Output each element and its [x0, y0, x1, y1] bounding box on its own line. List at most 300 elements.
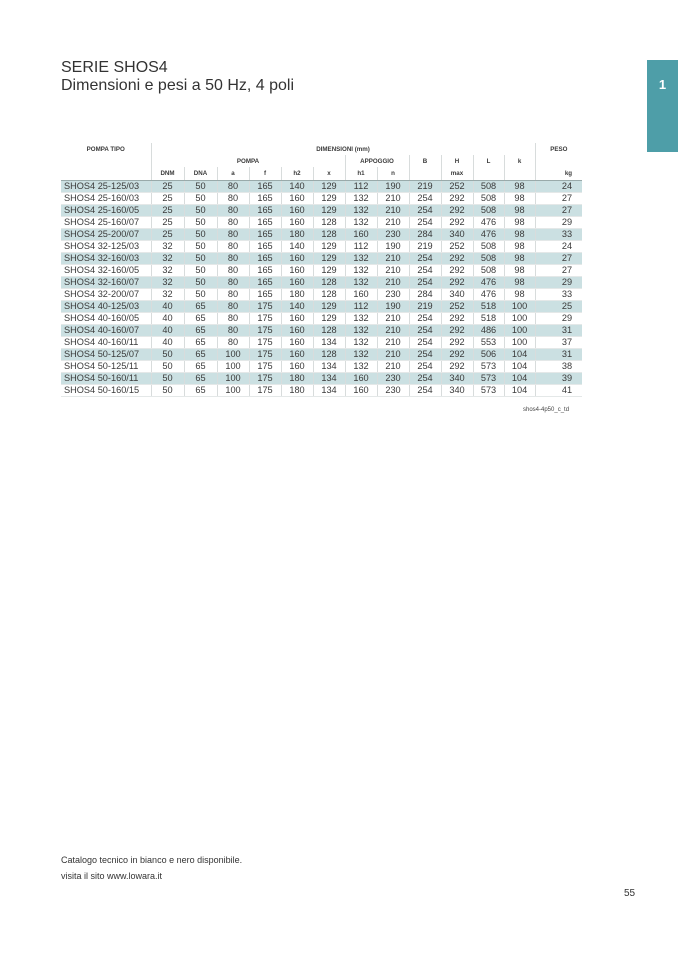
value-cell: 210 [377, 253, 409, 265]
table-row [61, 313, 582, 325]
value-cell: 210 [377, 337, 409, 349]
value-cell: 29 [535, 277, 582, 289]
footnote-line-2: visita il sito www.lowara.it [61, 871, 163, 881]
value-cell: 100 [504, 325, 535, 337]
value-cell: 180 [281, 385, 313, 397]
value-cell: 65 [184, 301, 217, 313]
value-cell: 553 [473, 337, 504, 349]
value-cell: 132 [345, 205, 377, 217]
value-cell: 160 [281, 349, 313, 361]
table-row [61, 325, 582, 337]
col-DNA: DNA [184, 167, 217, 181]
value-cell: 252 [441, 301, 473, 313]
value-cell: 25 [535, 301, 582, 313]
value-cell: 80 [217, 301, 249, 313]
value-cell: 132 [345, 361, 377, 373]
value-cell: 476 [473, 217, 504, 229]
col-DNM: DNM [151, 167, 184, 181]
value-cell: 50 [184, 265, 217, 277]
value-cell: 219 [409, 241, 441, 253]
value-cell: 24 [535, 241, 582, 253]
col-pompa-tipo: POMPA TIPO [61, 143, 151, 155]
value-cell: 160 [281, 217, 313, 229]
value-cell: 65 [184, 325, 217, 337]
value-cell: 128 [313, 349, 345, 361]
value-cell: 100 [217, 361, 249, 373]
value-cell: 32 [151, 253, 184, 265]
col-x: x [313, 167, 345, 181]
value-cell: 254 [409, 337, 441, 349]
value-cell: 340 [441, 373, 473, 385]
value-cell: 175 [249, 385, 281, 397]
dimensions-table [61, 143, 582, 397]
value-cell: 32 [151, 241, 184, 253]
value-cell: 175 [249, 361, 281, 373]
col-k: k [504, 155, 535, 167]
value-cell: 160 [281, 193, 313, 205]
value-cell: 292 [441, 193, 473, 205]
value-cell: 65 [184, 313, 217, 325]
header-row-1 [61, 143, 582, 155]
value-cell: 128 [313, 325, 345, 337]
value-cell: 219 [409, 181, 441, 193]
value-cell: 27 [535, 265, 582, 277]
value-cell: 165 [249, 289, 281, 301]
value-cell: 175 [249, 373, 281, 385]
section-tab[interactable]: 1 [647, 60, 678, 152]
value-cell: 134 [313, 385, 345, 397]
value-cell: 160 [281, 265, 313, 277]
empty-header [504, 167, 535, 181]
value-cell: 340 [441, 229, 473, 241]
value-cell: 292 [441, 349, 473, 361]
value-cell: 508 [473, 265, 504, 277]
value-cell: 100 [217, 349, 249, 361]
value-cell: 160 [281, 337, 313, 349]
value-cell: 210 [377, 193, 409, 205]
value-cell: 254 [409, 205, 441, 217]
value-cell: 132 [345, 193, 377, 205]
value-cell: 254 [409, 349, 441, 361]
value-cell: 292 [441, 217, 473, 229]
col-L: L [473, 155, 504, 167]
table-row [61, 337, 582, 349]
value-cell: 175 [249, 349, 281, 361]
table-row [61, 181, 582, 193]
value-cell: 37 [535, 337, 582, 349]
table-caption: shos4-4p50_c_td [523, 407, 570, 413]
value-cell: 65 [184, 337, 217, 349]
value-cell: 165 [249, 217, 281, 229]
value-cell: 98 [504, 229, 535, 241]
value-cell: 165 [249, 205, 281, 217]
value-cell: 292 [441, 205, 473, 217]
pump-type-cell: SHOS4 50-125/07 [61, 349, 151, 361]
value-cell: 190 [377, 181, 409, 193]
value-cell: 175 [249, 313, 281, 325]
empty-header [535, 155, 582, 167]
pump-type-cell: SHOS4 50-160/11 [61, 373, 151, 385]
value-cell: 50 [184, 229, 217, 241]
value-cell: 50 [184, 193, 217, 205]
value-cell: 27 [535, 193, 582, 205]
table-row [61, 241, 582, 253]
value-cell: 254 [409, 217, 441, 229]
value-cell: 50 [151, 385, 184, 397]
page-number: 55 [624, 888, 636, 899]
value-cell: 254 [409, 373, 441, 385]
table-row [61, 361, 582, 373]
value-cell: 50 [184, 253, 217, 265]
value-cell: 252 [441, 181, 473, 193]
empty-header [409, 167, 441, 181]
value-cell: 129 [313, 253, 345, 265]
pump-type-cell: SHOS4 25-200/07 [61, 229, 151, 241]
value-cell: 508 [473, 181, 504, 193]
title-block [61, 59, 294, 95]
pump-type-cell: SHOS4 40-160/07 [61, 325, 151, 337]
value-cell: 112 [345, 301, 377, 313]
table-row [61, 193, 582, 205]
value-cell: 292 [441, 277, 473, 289]
value-cell: 50 [184, 289, 217, 301]
value-cell: 65 [184, 349, 217, 361]
value-cell: 98 [504, 277, 535, 289]
value-cell: 100 [217, 373, 249, 385]
value-cell: 50 [151, 349, 184, 361]
value-cell: 140 [281, 241, 313, 253]
value-cell: 210 [377, 325, 409, 337]
value-cell: 175 [249, 325, 281, 337]
table-body [61, 181, 582, 397]
value-cell: 80 [217, 253, 249, 265]
value-cell: 98 [504, 193, 535, 205]
value-cell: 140 [281, 301, 313, 313]
value-cell: 210 [377, 313, 409, 325]
col-h1: h1 [345, 167, 377, 181]
value-cell: 40 [151, 313, 184, 325]
value-cell: 50 [184, 241, 217, 253]
value-cell: 230 [377, 385, 409, 397]
value-cell: 25 [151, 217, 184, 229]
value-cell: 230 [377, 229, 409, 241]
value-cell: 134 [313, 373, 345, 385]
pump-type-cell: SHOS4 40-160/05 [61, 313, 151, 325]
value-cell: 80 [217, 277, 249, 289]
col-h2: h2 [281, 167, 313, 181]
value-cell: 25 [151, 205, 184, 217]
value-cell: 508 [473, 241, 504, 253]
value-cell: 65 [184, 361, 217, 373]
value-cell: 50 [151, 373, 184, 385]
value-cell: 104 [504, 361, 535, 373]
value-cell: 486 [473, 325, 504, 337]
value-cell: 25 [151, 229, 184, 241]
value-cell: 210 [377, 205, 409, 217]
value-cell: 129 [313, 193, 345, 205]
table-row [61, 385, 582, 397]
value-cell: 80 [217, 193, 249, 205]
value-cell: 38 [535, 361, 582, 373]
value-cell: 160 [345, 229, 377, 241]
pump-type-cell: SHOS4 32-160/03 [61, 253, 151, 265]
value-cell: 50 [184, 277, 217, 289]
value-cell: 476 [473, 229, 504, 241]
pump-type-cell: SHOS4 40-160/11 [61, 337, 151, 349]
pump-type-cell: SHOS4 25-160/03 [61, 193, 151, 205]
value-cell: 98 [504, 253, 535, 265]
value-cell: 292 [441, 253, 473, 265]
pump-type-cell: SHOS4 25-125/03 [61, 181, 151, 193]
table-row [61, 289, 582, 301]
value-cell: 210 [377, 349, 409, 361]
value-cell: 100 [504, 301, 535, 313]
value-cell: 165 [249, 241, 281, 253]
value-cell: 254 [409, 277, 441, 289]
value-cell: 98 [504, 241, 535, 253]
value-cell: 160 [281, 313, 313, 325]
value-cell: 100 [504, 313, 535, 325]
value-cell: 219 [409, 301, 441, 313]
value-cell: 98 [504, 205, 535, 217]
value-cell: 33 [535, 229, 582, 241]
value-cell: 32 [151, 265, 184, 277]
empty-header [61, 155, 151, 167]
value-cell: 518 [473, 313, 504, 325]
pump-type-cell: SHOS4 32-200/07 [61, 289, 151, 301]
pump-type-cell: SHOS4 50-125/11 [61, 361, 151, 373]
value-cell: 40 [151, 325, 184, 337]
value-cell: 180 [281, 289, 313, 301]
pump-type-cell: SHOS4 25-160/05 [61, 205, 151, 217]
table-row [61, 253, 582, 265]
value-cell: 98 [504, 289, 535, 301]
value-cell: 165 [249, 265, 281, 277]
value-cell: 254 [409, 361, 441, 373]
value-cell: 573 [473, 361, 504, 373]
value-cell: 292 [441, 325, 473, 337]
col-f: f [249, 167, 281, 181]
col-dimensioni: DIMENSIONI (mm) [151, 143, 535, 155]
pump-type-cell: SHOS4 32-125/03 [61, 241, 151, 253]
col-a: a [217, 167, 249, 181]
header-row-3 [61, 167, 582, 181]
value-cell: 31 [535, 349, 582, 361]
value-cell: 104 [504, 385, 535, 397]
value-cell: 132 [345, 325, 377, 337]
value-cell: 160 [281, 253, 313, 265]
value-cell: 65 [184, 385, 217, 397]
value-cell: 129 [313, 265, 345, 277]
value-cell: 25 [151, 181, 184, 193]
value-cell: 132 [345, 217, 377, 229]
value-cell: 190 [377, 241, 409, 253]
header-row-2 [61, 155, 582, 167]
table-row [61, 349, 582, 361]
value-cell: 50 [184, 181, 217, 193]
value-cell: 80 [217, 289, 249, 301]
value-cell: 284 [409, 289, 441, 301]
value-cell: 210 [377, 217, 409, 229]
value-cell: 39 [535, 373, 582, 385]
pump-type-cell: SHOS4 32-160/07 [61, 277, 151, 289]
table-row [61, 277, 582, 289]
value-cell: 33 [535, 289, 582, 301]
value-cell: 230 [377, 373, 409, 385]
value-cell: 165 [249, 277, 281, 289]
value-cell: 80 [217, 325, 249, 337]
col-kg: kg [535, 167, 582, 181]
value-cell: 292 [441, 313, 473, 325]
value-cell: 230 [377, 289, 409, 301]
table-row [61, 205, 582, 217]
pump-type-cell: SHOS4 40-125/03 [61, 301, 151, 313]
value-cell: 254 [409, 193, 441, 205]
value-cell: 340 [441, 289, 473, 301]
value-cell: 165 [249, 253, 281, 265]
footnote-line-1: Catalogo tecnico in bianco e nero disponibile. [61, 855, 243, 865]
table-row [61, 217, 582, 229]
value-cell: 50 [184, 217, 217, 229]
value-cell: 29 [535, 313, 582, 325]
value-cell: 132 [345, 337, 377, 349]
value-cell: 292 [441, 265, 473, 277]
value-cell: 65 [184, 373, 217, 385]
value-cell: 508 [473, 205, 504, 217]
col-n: n [377, 167, 409, 181]
value-cell: 160 [345, 385, 377, 397]
page-title: SERIE SHOS4 [61, 59, 168, 76]
value-cell: 112 [345, 241, 377, 253]
value-cell: 128 [313, 289, 345, 301]
value-cell: 104 [504, 349, 535, 361]
table-row [61, 373, 582, 385]
value-cell: 284 [409, 229, 441, 241]
value-cell: 31 [535, 325, 582, 337]
value-cell: 50 [184, 205, 217, 217]
value-cell: 80 [217, 217, 249, 229]
value-cell: 29 [535, 217, 582, 229]
value-cell: 210 [377, 361, 409, 373]
col-max: max [441, 167, 473, 181]
value-cell: 160 [281, 325, 313, 337]
table-row [61, 301, 582, 313]
value-cell: 210 [377, 265, 409, 277]
col-appoggio: APPOGGIO [345, 155, 409, 167]
value-cell: 80 [217, 205, 249, 217]
value-cell: 41 [535, 385, 582, 397]
value-cell: 27 [535, 205, 582, 217]
value-cell: 508 [473, 193, 504, 205]
value-cell: 508 [473, 253, 504, 265]
pump-type-cell: SHOS4 32-160/05 [61, 265, 151, 277]
value-cell: 129 [313, 181, 345, 193]
value-cell: 573 [473, 385, 504, 397]
value-cell: 254 [409, 253, 441, 265]
value-cell: 254 [409, 313, 441, 325]
value-cell: 80 [217, 181, 249, 193]
col-peso: PESO [550, 145, 568, 153]
value-cell: 40 [151, 337, 184, 349]
value-cell: 160 [281, 361, 313, 373]
value-cell: 190 [377, 301, 409, 313]
col-H: H [441, 155, 473, 167]
value-cell: 160 [281, 277, 313, 289]
value-cell: 180 [281, 373, 313, 385]
value-cell: 175 [249, 337, 281, 349]
value-cell: 129 [313, 301, 345, 313]
value-cell: 340 [441, 385, 473, 397]
value-cell: 175 [249, 301, 281, 313]
value-cell: 80 [217, 229, 249, 241]
value-cell: 132 [345, 265, 377, 277]
value-cell: 132 [345, 277, 377, 289]
value-cell: 128 [313, 277, 345, 289]
value-cell: 134 [313, 361, 345, 373]
value-cell: 32 [151, 289, 184, 301]
empty-header [61, 167, 151, 181]
value-cell: 132 [345, 313, 377, 325]
value-cell: 80 [217, 313, 249, 325]
value-cell: 160 [345, 289, 377, 301]
col-B: B [409, 155, 441, 167]
value-cell: 100 [504, 337, 535, 349]
value-cell: 254 [409, 325, 441, 337]
footnote [61, 852, 242, 884]
value-cell: 165 [249, 193, 281, 205]
value-cell: 129 [313, 313, 345, 325]
value-cell: 98 [504, 217, 535, 229]
value-cell: 104 [504, 373, 535, 385]
value-cell: 132 [345, 253, 377, 265]
value-cell: 100 [217, 385, 249, 397]
value-cell: 252 [441, 241, 473, 253]
pump-type-cell: SHOS4 50-160/15 [61, 385, 151, 397]
value-cell: 128 [313, 229, 345, 241]
value-cell: 160 [281, 205, 313, 217]
value-cell: 160 [345, 373, 377, 385]
value-cell: 506 [473, 349, 504, 361]
empty-header [473, 167, 504, 181]
value-cell: 128 [313, 217, 345, 229]
value-cell: 254 [409, 265, 441, 277]
value-cell: 129 [313, 241, 345, 253]
table-row [61, 229, 582, 241]
value-cell: 292 [441, 337, 473, 349]
value-cell: 80 [217, 241, 249, 253]
value-cell: 476 [473, 289, 504, 301]
value-cell: 132 [345, 349, 377, 361]
table-row [61, 265, 582, 277]
value-cell: 180 [281, 229, 313, 241]
value-cell: 98 [504, 181, 535, 193]
value-cell: 129 [313, 205, 345, 217]
value-cell: 112 [345, 181, 377, 193]
value-cell: 292 [441, 361, 473, 373]
col-pompa: POMPA [151, 155, 345, 167]
value-cell: 210 [377, 277, 409, 289]
value-cell: 165 [249, 181, 281, 193]
value-cell: 165 [249, 229, 281, 241]
value-cell: 50 [151, 361, 184, 373]
value-cell: 518 [473, 301, 504, 313]
value-cell: 25 [151, 193, 184, 205]
value-cell: 573 [473, 373, 504, 385]
value-cell: 80 [217, 265, 249, 277]
value-cell: 476 [473, 277, 504, 289]
value-cell: 98 [504, 265, 535, 277]
value-cell: 27 [535, 253, 582, 265]
